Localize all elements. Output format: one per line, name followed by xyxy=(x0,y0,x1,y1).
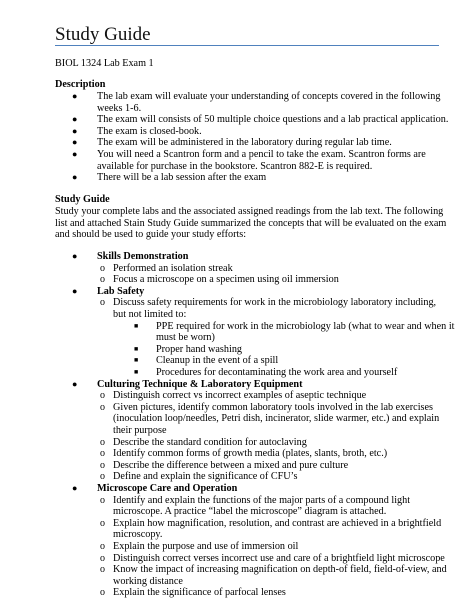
bullet-square-icon: ■ xyxy=(134,368,139,376)
bullet-dot-icon: ● xyxy=(72,172,78,183)
description-item-1-line-1: The lab exam will evaluate your understanding of concepts covered in the following xyxy=(97,91,441,102)
culturing-item-1: Distinguish correct vs incorrect examples of aseptic technique xyxy=(113,390,367,402)
bullet-circle-icon: o xyxy=(100,587,105,599)
bullet-circle-icon: o xyxy=(100,494,105,506)
microscope-item-5-line-1: Know the impact of increasing magnification on depth-of field, field-of-view, and xyxy=(113,564,447,576)
bullet-circle-icon: o xyxy=(100,541,105,552)
intro-line-3: and should be used to guide your study efforts: xyxy=(55,229,247,241)
microscope-item-4: Distinguish correct verses incorrect use and care of a brightfield light microscope xyxy=(113,552,445,564)
section-skills-title: Skills Demonstration xyxy=(97,251,189,262)
bullet-square-icon: ■ xyxy=(134,321,139,330)
description-item-6: There will be a lab session after the exam xyxy=(97,172,267,184)
study-guide-heading: Study Guide xyxy=(55,194,110,205)
bullet-circle-icon: o xyxy=(100,262,105,274)
culturing-item-4: Identify common forms of growth media (plates, slants, broth, etc.) xyxy=(113,448,388,460)
bullet-circle-icon: o xyxy=(100,459,105,471)
bullet-circle-icon: o xyxy=(100,436,105,448)
microscope-item-2-line-2: microscopy. xyxy=(113,529,163,541)
section-lab-safety-title: Lab Safety xyxy=(97,285,145,297)
safety-subitem-4: Procedures for decontaminating the work area and yourself xyxy=(156,367,398,378)
bullet-circle-icon: o xyxy=(100,471,105,483)
culturing-item-5: Describe the difference between a mixed and pure culture xyxy=(113,459,349,471)
description-item-2: The exam will consists of 50 multiple choice questions and a lab practical application. xyxy=(97,114,449,126)
microscope-item-1-line-2: microscope. A practice “label the microscope” diagram is attached. xyxy=(113,506,387,518)
microscope-item-1-line-1: Identify and explain the functions of the major parts of a compound light xyxy=(113,494,411,506)
bullet-dot-icon: ● xyxy=(72,125,78,136)
culturing-item-2-line-1: Given pictures, identify common laboratory tools involved in the lab exercises xyxy=(113,401,433,413)
bullet-dot-icon: ● xyxy=(72,137,78,148)
culturing-item-2-line-3: their purpose xyxy=(113,425,167,436)
safety-item-1-line-1: Discuss safety requirements for work in the microbiology laboratory including, xyxy=(113,297,437,309)
bullet-square-icon: ■ xyxy=(134,356,139,365)
culturing-item-2-line-2: (inoculation loop/needles, Petri dish, incinerator, slide warmer, etc.) and explain xyxy=(113,413,440,425)
bullet-circle-icon: o xyxy=(100,517,105,529)
bullet-square-icon: ■ xyxy=(134,344,139,353)
microscope-item-5-line-2: working distance xyxy=(113,575,183,587)
bullet-circle-icon: o xyxy=(100,274,105,286)
bullet-dot-icon: ● xyxy=(72,285,78,296)
section-culturing-title: Culturing Technique & Laboratory Equipment xyxy=(97,378,303,390)
microscope-item-2-line-1: Explain how magnification, resolution, and contrast are achieved in a brightfield xyxy=(113,517,442,529)
description-item-5-line-1: You will need a Scantron form and a pencil to take the exam. Scantron forms are xyxy=(97,149,426,160)
bullet-dot-icon: ● xyxy=(72,483,78,493)
title-underline xyxy=(55,45,439,46)
microscope-item-6: Explain the significance of parfocal lenses xyxy=(113,587,286,599)
description-item-1-line-2: weeks 1-6. xyxy=(97,102,142,114)
bullet-dot-icon: ● xyxy=(72,149,78,159)
safety-subitem-3: Cleanup in the event of a spill xyxy=(156,355,279,367)
bullet-dot-icon: ● xyxy=(72,251,78,261)
safety-item-1-line-2: but not limited to: xyxy=(113,309,187,320)
safety-subitem-1-line-2: must be worn) xyxy=(156,332,215,344)
culturing-item-3: Describe the standard condition for autoclaving xyxy=(113,436,307,448)
microscope-item-3: Explain the purpose and use of immersion oil xyxy=(113,541,299,552)
bullet-circle-icon: o xyxy=(100,448,105,460)
bullet-dot-icon: ● xyxy=(72,91,78,101)
bullet-circle-icon: o xyxy=(100,390,105,402)
skills-item-1: Performed an isolation streak xyxy=(113,262,233,274)
bullet-circle-icon: o xyxy=(100,297,105,309)
skills-item-2: Focus a microscope on a specimen using oil immersion xyxy=(113,274,339,286)
bullet-dot-icon: ● xyxy=(72,378,78,389)
page-title: Study Guide xyxy=(55,24,151,45)
safety-subitem-2: Proper hand washing xyxy=(156,343,243,355)
bullet-circle-icon: o xyxy=(100,552,105,564)
bullet-circle-icon: o xyxy=(100,564,105,576)
description-item-5-line-2: available for purchase in the bookstore. Scantron 882-E is required. xyxy=(97,160,373,172)
safety-subitem-1-line-1: PPE required for work in the microbiology lab (what to wear and when it xyxy=(156,320,455,332)
description-item-3: The exam is closed-book. xyxy=(97,125,202,137)
bullet-dot-icon: ● xyxy=(72,114,78,125)
culturing-item-6: Define and explain the significance of CFU’s xyxy=(113,471,298,483)
intro-line-2: list and attached Stain Study Guide summarized the concepts that will be evaluated on the exam xyxy=(55,217,447,229)
description-item-4: The exam will be administered in the laboratory during regular lab time. xyxy=(97,137,392,149)
intro-line-1: Study your complete labs and the associated assigned readings from the lab text. The following xyxy=(55,206,444,217)
course-subtitle: BIOL 1324 Lab Exam 1 xyxy=(55,58,154,69)
description-heading: Description xyxy=(55,79,106,90)
bullet-circle-icon: o xyxy=(100,401,105,413)
section-microscope-title: Microscope Care and Operation xyxy=(97,483,238,494)
